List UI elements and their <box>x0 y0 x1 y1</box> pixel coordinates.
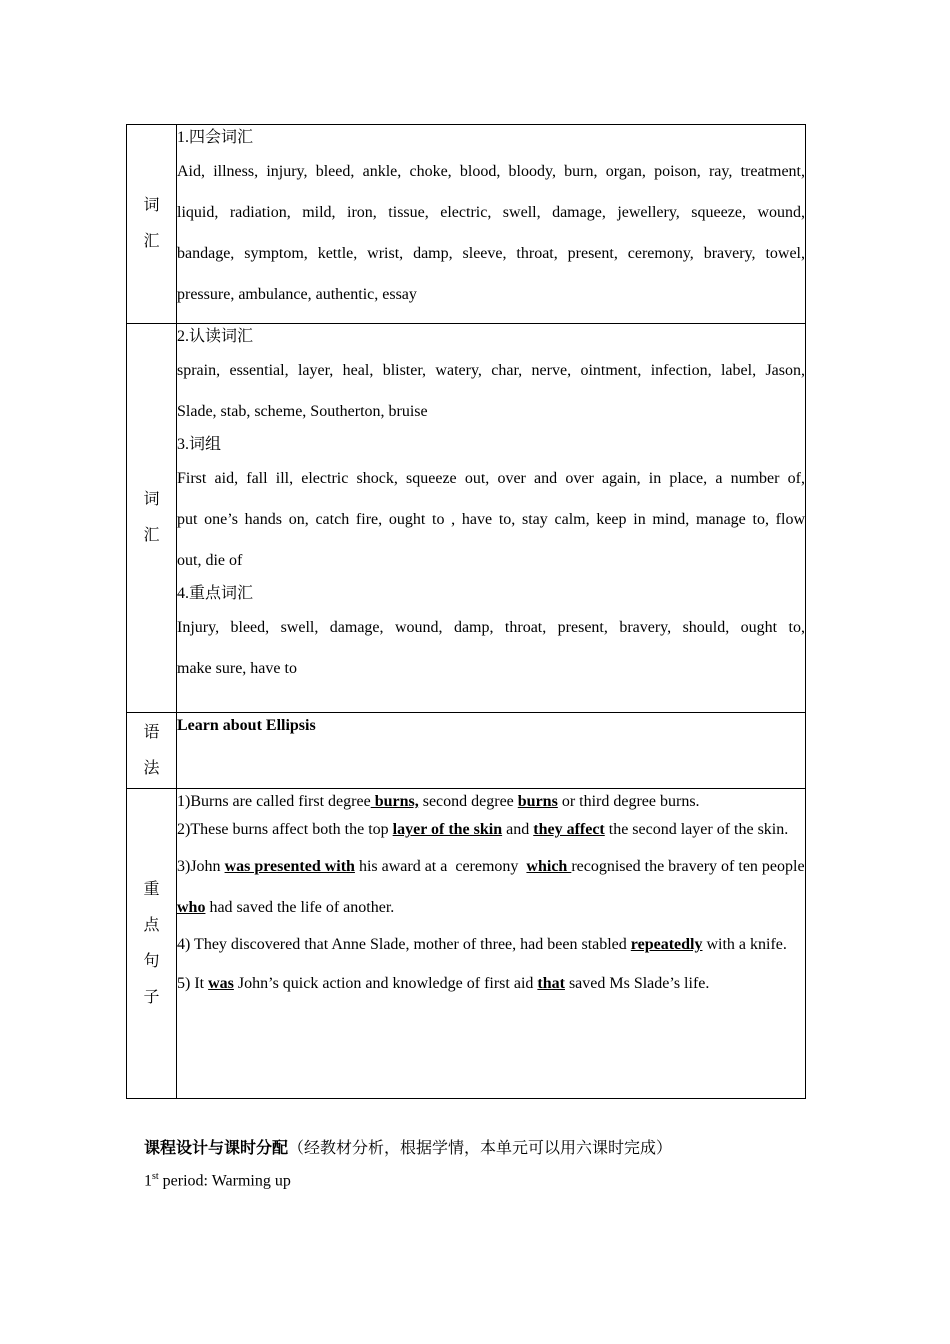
emphasis: repeatedly <box>630 936 703 953</box>
word-line: pressure, ambulance, authentic, essay <box>177 286 417 303</box>
row-label-vocab <box>127 125 177 324</box>
label-char: 语 <box>143 723 160 741</box>
row-label-grammar <box>127 713 177 789</box>
vocabulary-grammar-table <box>126 124 806 1099</box>
emphasis: layer of the skin <box>392 821 503 838</box>
emphasis: was presented with <box>224 858 355 875</box>
label-char: 子 <box>143 988 160 1006</box>
row-grammar <box>127 713 806 789</box>
word-line: sprain, essential, layer, heal, blister, watery, char, nerve, ointment, infection, label, Jason, <box>177 362 805 379</box>
row-label-vocab <box>127 324 177 713</box>
emphasis: burns <box>517 793 558 810</box>
grammar-topic: Learn about Ellipsis <box>177 717 316 734</box>
emphasis: burns, <box>370 793 419 810</box>
phrase-line: out, die of <box>177 552 243 569</box>
label-char: 汇 <box>143 527 160 544</box>
word-line: make sure, have to <box>177 660 297 677</box>
word-line: Slade, stab, scheme, Southerton, bruise <box>177 403 428 420</box>
label-char: 句 <box>143 952 160 970</box>
emphasis: who <box>177 899 206 916</box>
word-line: liquid, radiation, mild, iron, tissue, electric, swell, damage, jewellery, squeeze, wound, <box>177 204 805 221</box>
emphasis: that <box>537 975 565 992</box>
sentence-4: 4) They discovered that Anne Slade, mother of three, had been stabled repeatedly with a knife. <box>177 936 787 953</box>
course-design-heading: 课程设计与课时分配（经教材分析，根据学情，本单元可以用六课时完成） <box>144 1140 673 1157</box>
sentence-1: 1)Burns are called first degree burns, second degree burns or third degree burns. <box>177 793 700 810</box>
emphasis: they affect <box>533 821 605 838</box>
emphasis: was <box>208 975 234 992</box>
sentence-2: 2)These burns affect both the top layer of the skin and they affect the second layer of the skin. <box>177 821 789 838</box>
emphasis: which <box>526 858 572 875</box>
label-char: 重 <box>143 880 160 898</box>
word-line: bandage, symptom, kettle, wrist, damp, sleeve, throat, present, ceremony, bravery, towel, <box>177 245 805 262</box>
phrase-line: put one’s hands on, catch fire, ought to , have to, stay calm, keep in mind, manage to, flow <box>177 511 805 528</box>
period-heading: 1st period: Warming up <box>144 1171 291 1190</box>
vocab-four-skills-cell <box>177 125 806 324</box>
key-sentences-cell <box>177 789 806 1099</box>
row-key-sentences <box>127 789 806 1099</box>
sentence-5: 5) It was John’s quick action and knowledge of first aid that saved Ms Slade’s life. <box>177 975 710 992</box>
label-char: 法 <box>143 759 160 777</box>
section-heading: 2.认读词汇 <box>177 328 254 345</box>
section-heading: 1.四会词汇 <box>177 129 254 146</box>
vocab-reading-cell <box>177 324 806 713</box>
row-vocab-four-skills <box>127 125 806 324</box>
word-line: Injury, bleed, swell, damage, wound, damp, throat, present, bravery, should, ought to, <box>177 619 805 636</box>
label-char: 汇 <box>143 233 160 250</box>
section-heading: 3.词组 <box>177 436 222 453</box>
label-char: 词 <box>143 197 160 214</box>
sentence-3: 3)John was presented with his award at a ceremony which recognised the bravery of ten people who had saved the life of another. <box>177 858 805 916</box>
grammar-cell <box>177 713 806 789</box>
label-char: 点 <box>143 916 160 934</box>
phrase-line: First aid, fall ill, electric shock, squeeze out, over and over again, in place, a number of, <box>177 470 805 487</box>
section-heading: 4.重点词汇 <box>177 585 254 602</box>
label-char: 词 <box>143 491 160 508</box>
word-line: Aid, illness, injury, bleed, ankle, choke, blood, bloody, burn, organ, poison, ray, treatment, <box>177 163 805 180</box>
row-vocab-reading <box>127 324 806 713</box>
row-label-key-sentences <box>127 789 177 1099</box>
